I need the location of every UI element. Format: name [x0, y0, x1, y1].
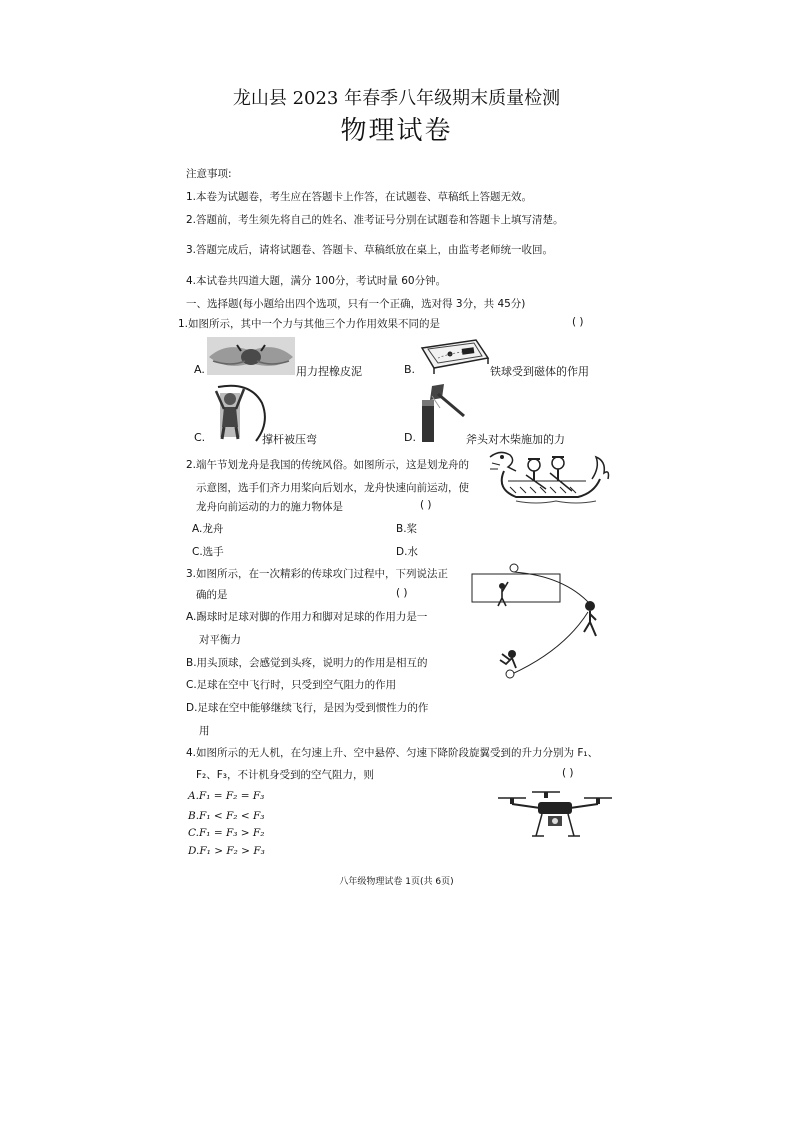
q1-option-a-caption: 用力捏橡皮泥: [296, 365, 362, 378]
axe-wood-figure: [418, 384, 466, 442]
q2-option-a: A.龙舟: [192, 523, 224, 535]
q4-option-d: D.F₁ > F₂ > F₃: [188, 845, 265, 857]
q1-answer-paren: ( ): [572, 316, 584, 328]
q2-line-2: 示意图，选手们齐力用桨向后划水，龙舟快速向前运动，使: [196, 482, 469, 494]
note-item-2: 2.答题前，考生须先将自己的姓名、准考证号分别在试题卷和答题卡上填写清楚。: [186, 214, 564, 226]
q1-option-d-caption: 斧头对木柴施加的力: [466, 433, 565, 446]
q2-option-d: D.水: [396, 546, 418, 558]
q1-option-c-caption: 撑杆被压弯: [262, 433, 317, 446]
dragon-boat-figure: [486, 449, 610, 507]
notes-heading: 注意事项:: [186, 168, 232, 180]
q3-option-d-line-1: D.足球在空中能够继续飞行，是因为受到惯性力的作: [186, 702, 429, 714]
q3-line-2: 确的是: [196, 589, 228, 601]
section-heading: 一、选择题(每小题给出四个选项，只有一个正确，选对得 3分，共 45分): [186, 298, 526, 310]
magnet-ball-figure: [418, 334, 490, 374]
q3-option-a-line-1: A.踢球时足球对脚的作用力和脚对足球的作用力是一: [186, 611, 428, 623]
q4-line-2: F₂、F₃，不计机身受到的空气阻力，则: [196, 769, 374, 781]
q2-answer-paren: ( ): [420, 499, 432, 511]
page-footer: 八年级物理试卷 1页(共 6页): [339, 877, 454, 887]
q1-option-c-letter: C.: [194, 431, 206, 444]
q1-option-b-letter: B.: [404, 363, 416, 376]
soccer-pass-figure: [468, 560, 614, 682]
q3-line-1: 3.如图所示，在一次精彩的传球攻门过程中，下列说法正: [186, 568, 449, 580]
note-item-4: 4.本试卷共四道大题，满分 100分，考试时量 60分钟。: [186, 275, 447, 287]
q4-option-c: C.F₁ = F₃ > F₂: [188, 827, 265, 839]
q3-option-c: C.足球在空中飞行时，只受到空气阻力的作用: [186, 679, 397, 691]
clay-hands-figure: [207, 337, 295, 375]
q2-line-3: 龙舟向前运动的力的施力物体是: [196, 501, 343, 513]
q1-stem: 1.如图所示，其中一个力与其他三个力作用效果不同的是: [178, 318, 441, 330]
q4-answer-paren: ( ): [562, 767, 574, 779]
q3-option-a-line-2: 对平衡力: [199, 634, 241, 646]
q1-option-b-caption: 铁球受到磁体的作用: [490, 365, 589, 378]
q2-line-1: 2.端午节划龙舟是我国的传统风俗。如图所示，这是划龙舟的: [186, 459, 470, 471]
exam-subject-title: 物理试卷: [340, 116, 453, 146]
note-item-1: 1.本卷为试题卷，考生应在答题卡上作答，在试题卷、草稿纸上答题无效。: [186, 191, 533, 203]
q4-option-a: A.F₁ = F₂ = F₃: [188, 790, 265, 802]
q1-option-a-letter: A.: [194, 363, 205, 376]
note-item-3: 3.答题完成后，请将试题卷、答题卡、草稿纸放在桌上，由监考老师统一收回。: [186, 244, 554, 256]
q2-option-c: C.选手: [192, 546, 224, 558]
q1-option-d-letter: D.: [404, 431, 416, 444]
q2-option-b: B.桨: [396, 523, 418, 535]
q3-option-d-line-2: 用: [199, 725, 210, 737]
q3-answer-paren: ( ): [396, 587, 408, 599]
q4-line-1: 4.如图所示的无人机，在匀速上升、空中悬停、匀速下降阶段旋翼受到的升力分别为 F₁、: [186, 747, 599, 759]
q3-option-b: B.用头顶球，会感觉到头疼，说明力的作用是相互的: [186, 657, 428, 669]
q4-option-b: B.F₁ < F₂ < F₃: [188, 810, 265, 822]
exam-title: 龙山县 2023 年春季八年级期末质量检测: [232, 88, 561, 109]
pole-vault-figure: [210, 383, 268, 443]
drone-figure: [496, 784, 614, 842]
